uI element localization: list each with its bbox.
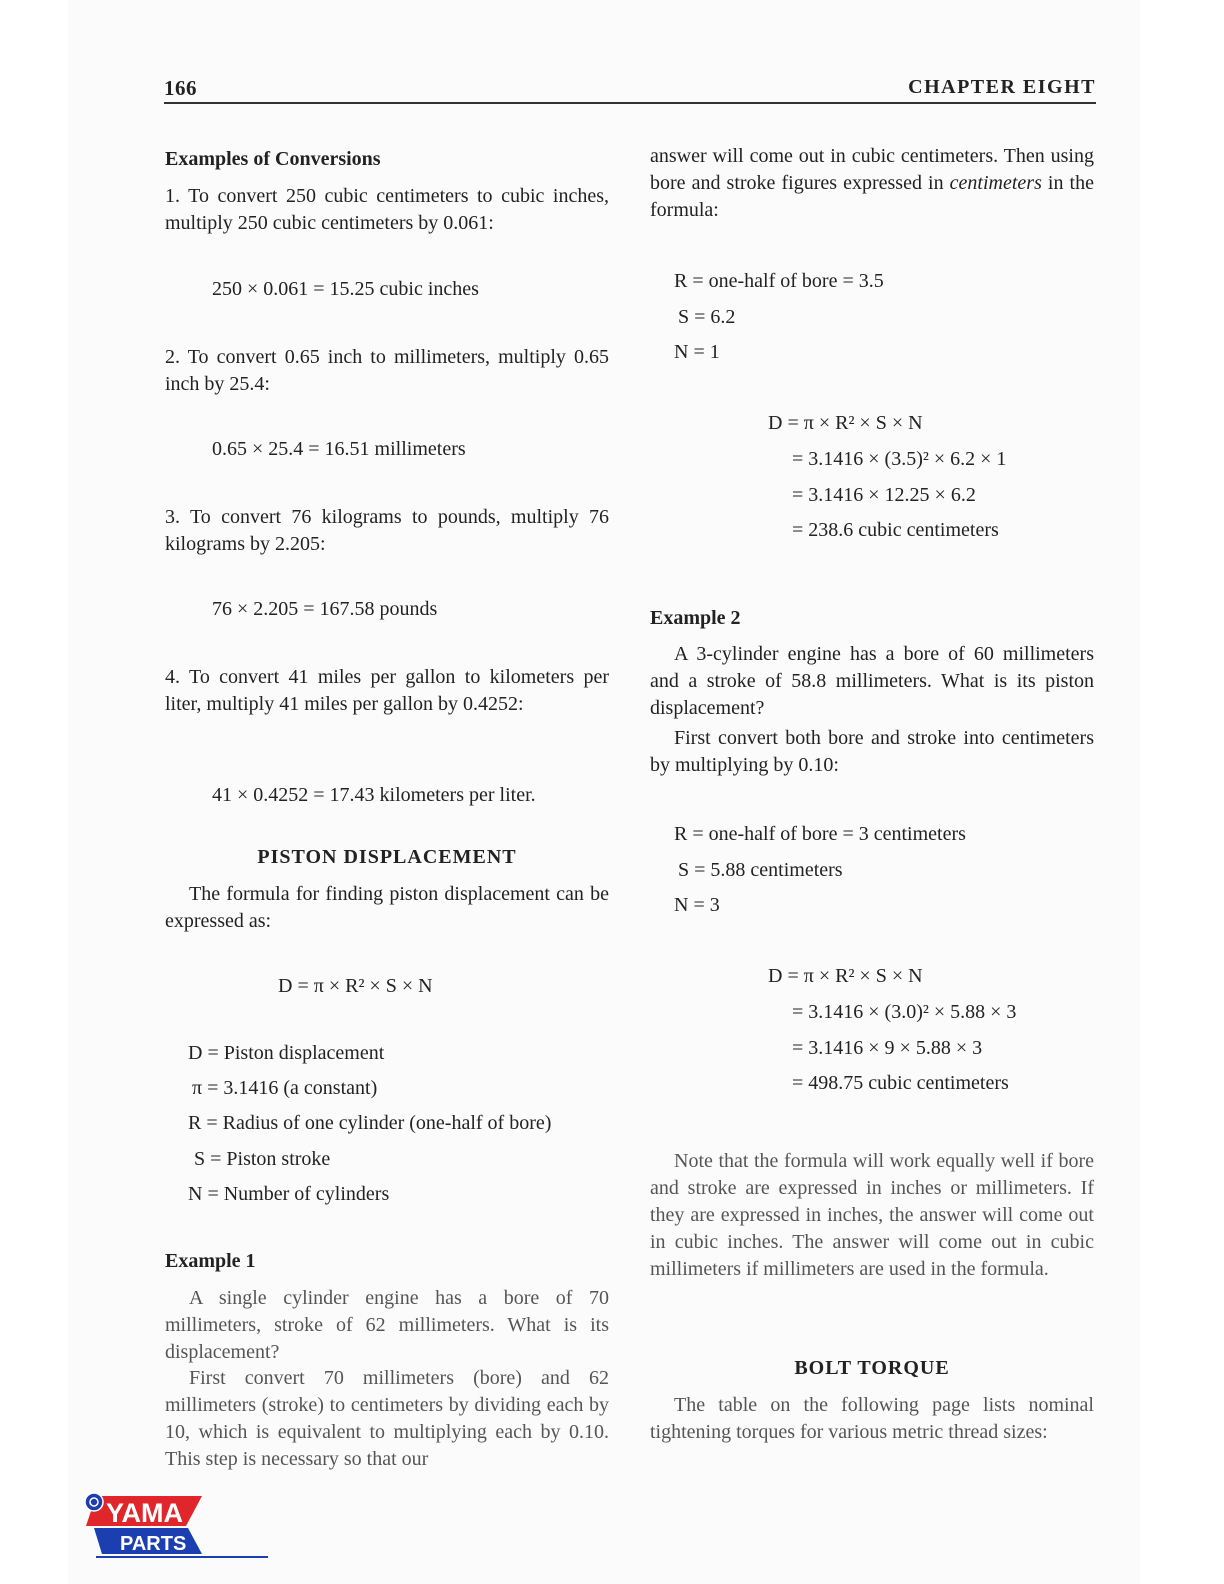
chapter-title: CHAPTER EIGHT [908,76,1096,98]
equation-3: 76 × 2.205 = 167.58 pounds [212,598,438,620]
ex2-var-r: R = one-half of bore = 3 centimeters [674,823,966,845]
logo-bottom-text: PARTS [120,1533,187,1555]
page-header [164,76,1096,104]
ex2-calc-line-2: = 3.1416 × (3.0)² × 5.88 × 3 [792,1001,1017,1023]
conversion-item-4: 4. To convert 41 miles per gallon to kilometers per liter, multiply 41 miles per gallon by 0.4252: [165,666,609,715]
continued-text: answer will come out in cubic centimeters. Then using bore and stroke figures expressed in centimeters in the formula: [650,145,1094,221]
ex1-calc-line-1: D = π × R² × S × N [768,412,923,434]
variable-s: S = Piston stroke [194,1148,331,1170]
equation-4: 41 × 0.4252 = 17.43 kilometers per liter. [212,784,536,806]
ex1-var-n: N = 1 [674,341,720,363]
ex2-var-n: N = 3 [674,894,720,916]
ex1-calc-line-2: = 3.1416 × (3.5)² × 6.2 × 1 [792,448,1007,470]
ex2-calc-line-4: = 498.75 cubic centimeters [792,1072,1009,1094]
logo-top-text: YAMA [106,1498,184,1528]
example-1-step: First convert 70 millimeters (bore) and 62 millimeters (stroke) to centimeters by dividing each by 10, which is equivalent to multiplying each by 0.10. This step is necessary so that our [165,1367,609,1470]
conversion-item-3: 3. To convert 76 kilograms to pounds, multiply 76 kilograms by 2.205: [165,506,609,555]
bolt-torque-text: The table on the following page lists nominal tightening torques for various metric thread sizes: [650,1394,1094,1443]
ex1-calc-line-3: = 3.1416 × 12.25 × 6.2 [792,484,976,506]
piston-intro: The formula for finding piston displacement can be expressed as: [165,883,609,932]
equation-1: 250 × 0.061 = 15.25 cubic inches [212,278,479,300]
example-2-heading: Example 2 [650,607,741,629]
note-paragraph: Note that the formula will work equally well if bore and stroke are expressed in inches or millimeters. If they are expressed in inches, the answer will come out in cubic inches. The answer will come out in cubic millimeters if millimeters are used in the formula. [650,1150,1094,1280]
variable-n: N = Number of cylinders [188,1183,390,1205]
equation-2: 0.65 × 25.4 = 16.51 millimeters [212,438,466,460]
example-1-problem: A single cylinder engine has a bore of 70 millimeters, stroke of 62 millimeters. What is its displacement? [165,1287,609,1363]
ex1-var-s: S = 6.2 [678,306,736,328]
variable-d: D = Piston displacement [188,1042,385,1064]
ex2-var-s: S = 5.88 centimeters [678,859,843,881]
examples-heading: Examples of Conversions [165,148,381,170]
ex2-calc-line-1: D = π × R² × S × N [768,965,923,987]
displacement-formula: D = π × R² × S × N [278,975,433,997]
variable-r: R = Radius of one cylinder (one-half of bore) [188,1112,552,1134]
example-2-step: First convert both bore and stroke into centimeters by multiplying by 0.10: [650,727,1094,776]
conversion-item-2: 2. To convert 0.65 inch to millimeters, multiply 0.65 inch by 25.4: [165,346,609,395]
ex1-var-r: R = one-half of bore = 3.5 [674,270,884,292]
example-2-problem: A 3-cylinder engine has a bore of 60 millimeters and a stroke of 58.8 millimeters. What is its piston displacement? [650,643,1094,719]
conversion-item-1: 1. To convert 250 cubic centimeters to cubic inches, multiply 250 cubic centimeters by 0.061: [165,185,609,234]
example-1-heading: Example 1 [165,1250,256,1272]
logo-underline [96,1556,268,1558]
page-number: 166 [164,76,197,100]
variable-pi: π = 3.1416 (a constant) [192,1077,378,1099]
yama-parts-logo [82,1490,268,1562]
bolt-torque-heading: BOLT TORQUE [794,1357,950,1379]
ex2-calc-line-3: = 3.1416 × 9 × 5.88 × 3 [792,1037,983,1059]
piston-displacement-heading: PISTON DISPLACEMENT [257,846,517,868]
ex1-calc-line-4: = 238.6 cubic centimeters [792,519,999,541]
yama-parts-logo-graphic [82,1490,268,1562]
